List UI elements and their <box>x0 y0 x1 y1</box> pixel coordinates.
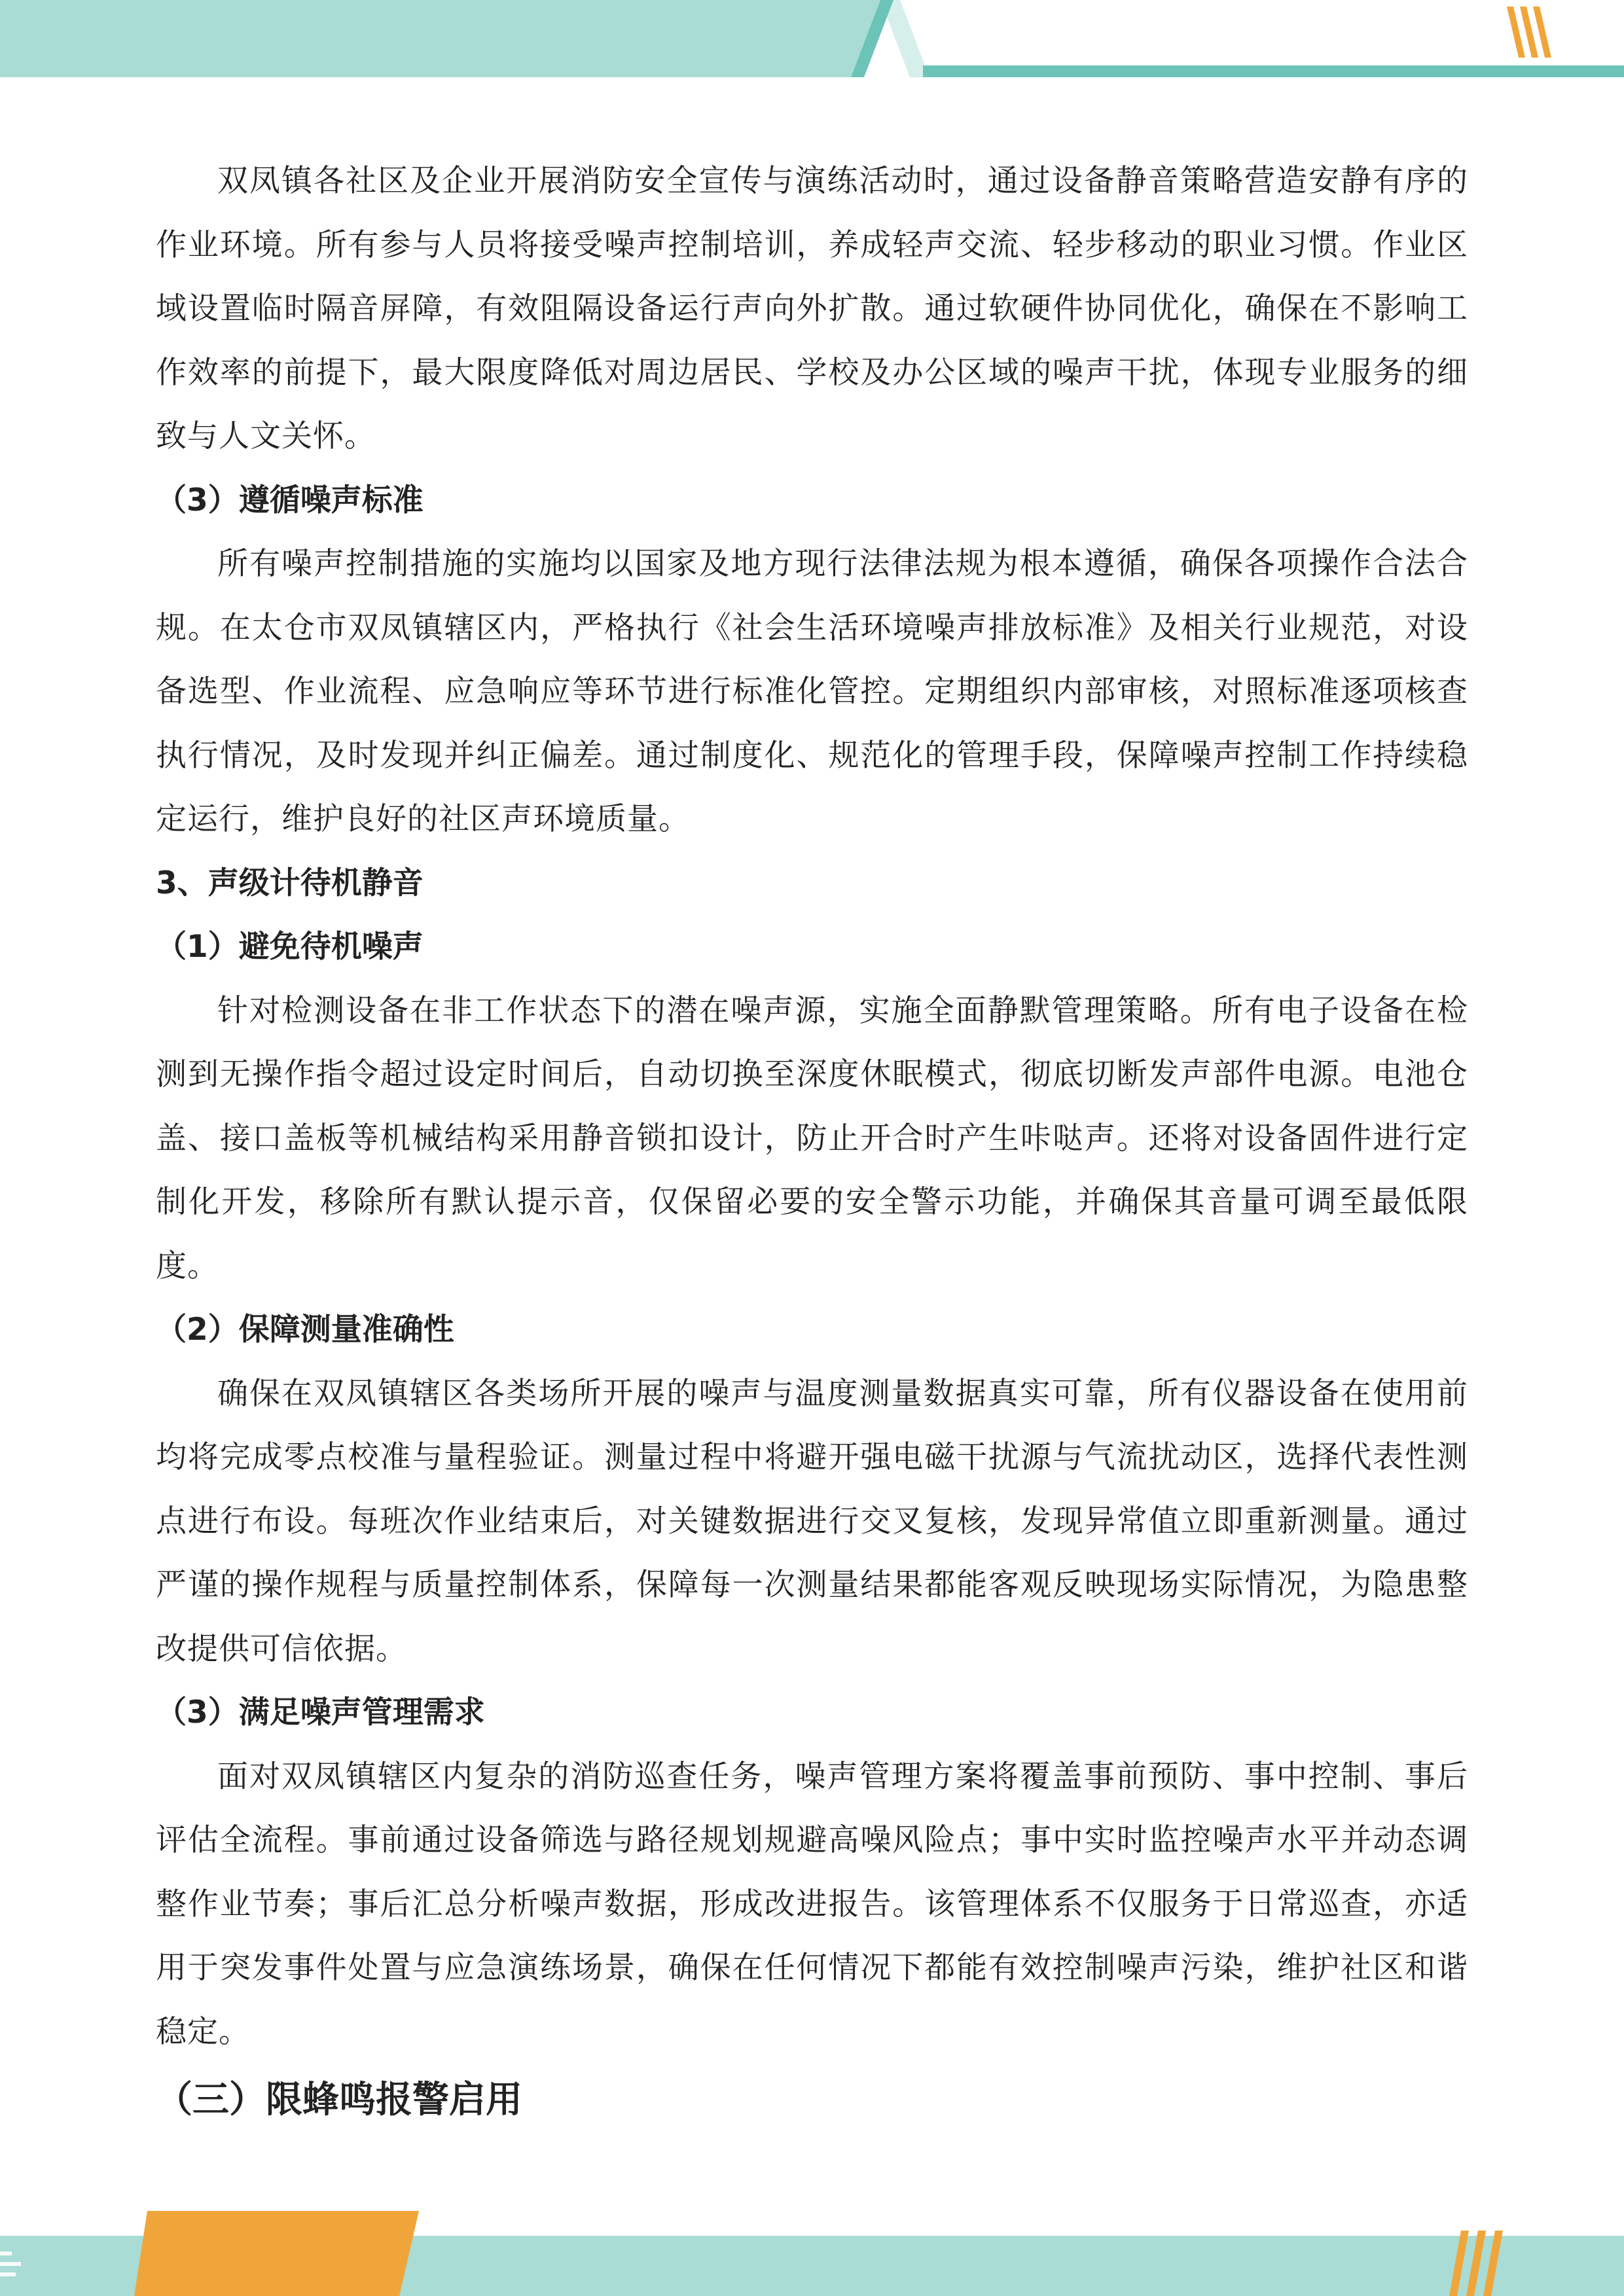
heading-sound-meter-standby-silence: 3、声级计待机静音 <box>156 865 424 901</box>
heading-noise-management-needs: （3）满足噪声管理需求 <box>156 1695 485 1731</box>
paragraph-noise-standard: 所有噪声控制措施的实施均以国家及地方现行法律法规为根本遵循，确保各项操作合法合规。在太仓市双凤镇辖区内，严格执行《社会生活环境噪声排放标准》及相关行业规范，对设备选型、作业流程、应急响应等环节进行标准化管控。定期组织内部审核，对照标准逐项核查执行情况，及时发现并纠正偏差。通过制度化、规范化的管理手段，保障噪声控制工作持续稳定运行，维护良好的社区声环境质量。 <box>156 546 1468 837</box>
heading-follow-noise-standard: （3）遵循噪声标准 <box>156 482 424 518</box>
heading-avoid-standby-noise: （1）避免待机噪声 <box>156 929 424 965</box>
stripes-icon <box>1507 7 1551 58</box>
paragraph-intro: 双凤镇各社区及企业开展消防安全宣传与演练活动时，通过设备静音策略营造安静有序的作业环境。所有参与人员将接受噪声控制培训，养成轻声交流、轻步移动的职业习惯。作业区域设置临时隔音屏障，有效阻隔设备运行声向外扩散。通过软硬件协同优化，确保在不影响工作效率的前提下，最大限度降低对周边居民、学校及办公区域的噪声干扰，体现专业服务的细致与人文关怀。 <box>156 163 1468 454</box>
paragraph-noise-management: 面对双凤镇辖区内复杂的消防巡查任务，噪声管理方案将覆盖事前预防、事中控制、事后评估全流程。事前通过设备筛选与路径规划规避高噪风险点；事中实时监控噪声水平并动态调整作业节奏；事后汇总分析噪声数据，形成改进报告。该管理体系不仅服务于日常巡查，亦适用于突发事件处置与应急演练场景，确保在任何情况下都能有效控制噪声污染，维护社区和谐稳定。 <box>156 1758 1468 2050</box>
paragraph-standby-noise: 针对检测设备在非工作状态下的潜在噪声源，实施全面静默管理策略。所有电子设备在检测到无操作指令超过设定时间后，自动切换至深度休眠模式，彻底切断发声部件电源。电池仓盖、接口盖板等机械结构采用静音锁扣设计，防止开合时产生咔哒声。还将对设备固件进行定制化开发，移除所有默认提示音，仅保留必要的安全警示功能，并确保其音量可调至最低限度。 <box>156 992 1468 1284</box>
header-decoration <box>0 0 1624 85</box>
paragraph-measurement-accuracy: 确保在双凤镇辖区各类场所开展的噪声与温度测量数据真实可靠，所有仪器设备在使用前均将完成零点校准与量程验证。测量过程中将避开强电磁干扰源与气流扰动区，选择代表性测点进行布设。每班次作业结束后，对关键数据进行交叉复核，发现异常值立即重新测量。通过严谨的操作规程与质量控制体系，保障每一次测量结果都能客观反映现场实际情况，为隐患整改提供可信依据。 <box>156 1375 1468 1667</box>
section-heading-buzzer-alarm: （三）限蜂鸣报警启用 <box>156 2079 522 2121</box>
document-body <box>156 149 1468 2133</box>
footer-decoration <box>0 2211 1624 2296</box>
heading-measurement-accuracy: （2）保障测量准确性 <box>156 1312 454 1348</box>
